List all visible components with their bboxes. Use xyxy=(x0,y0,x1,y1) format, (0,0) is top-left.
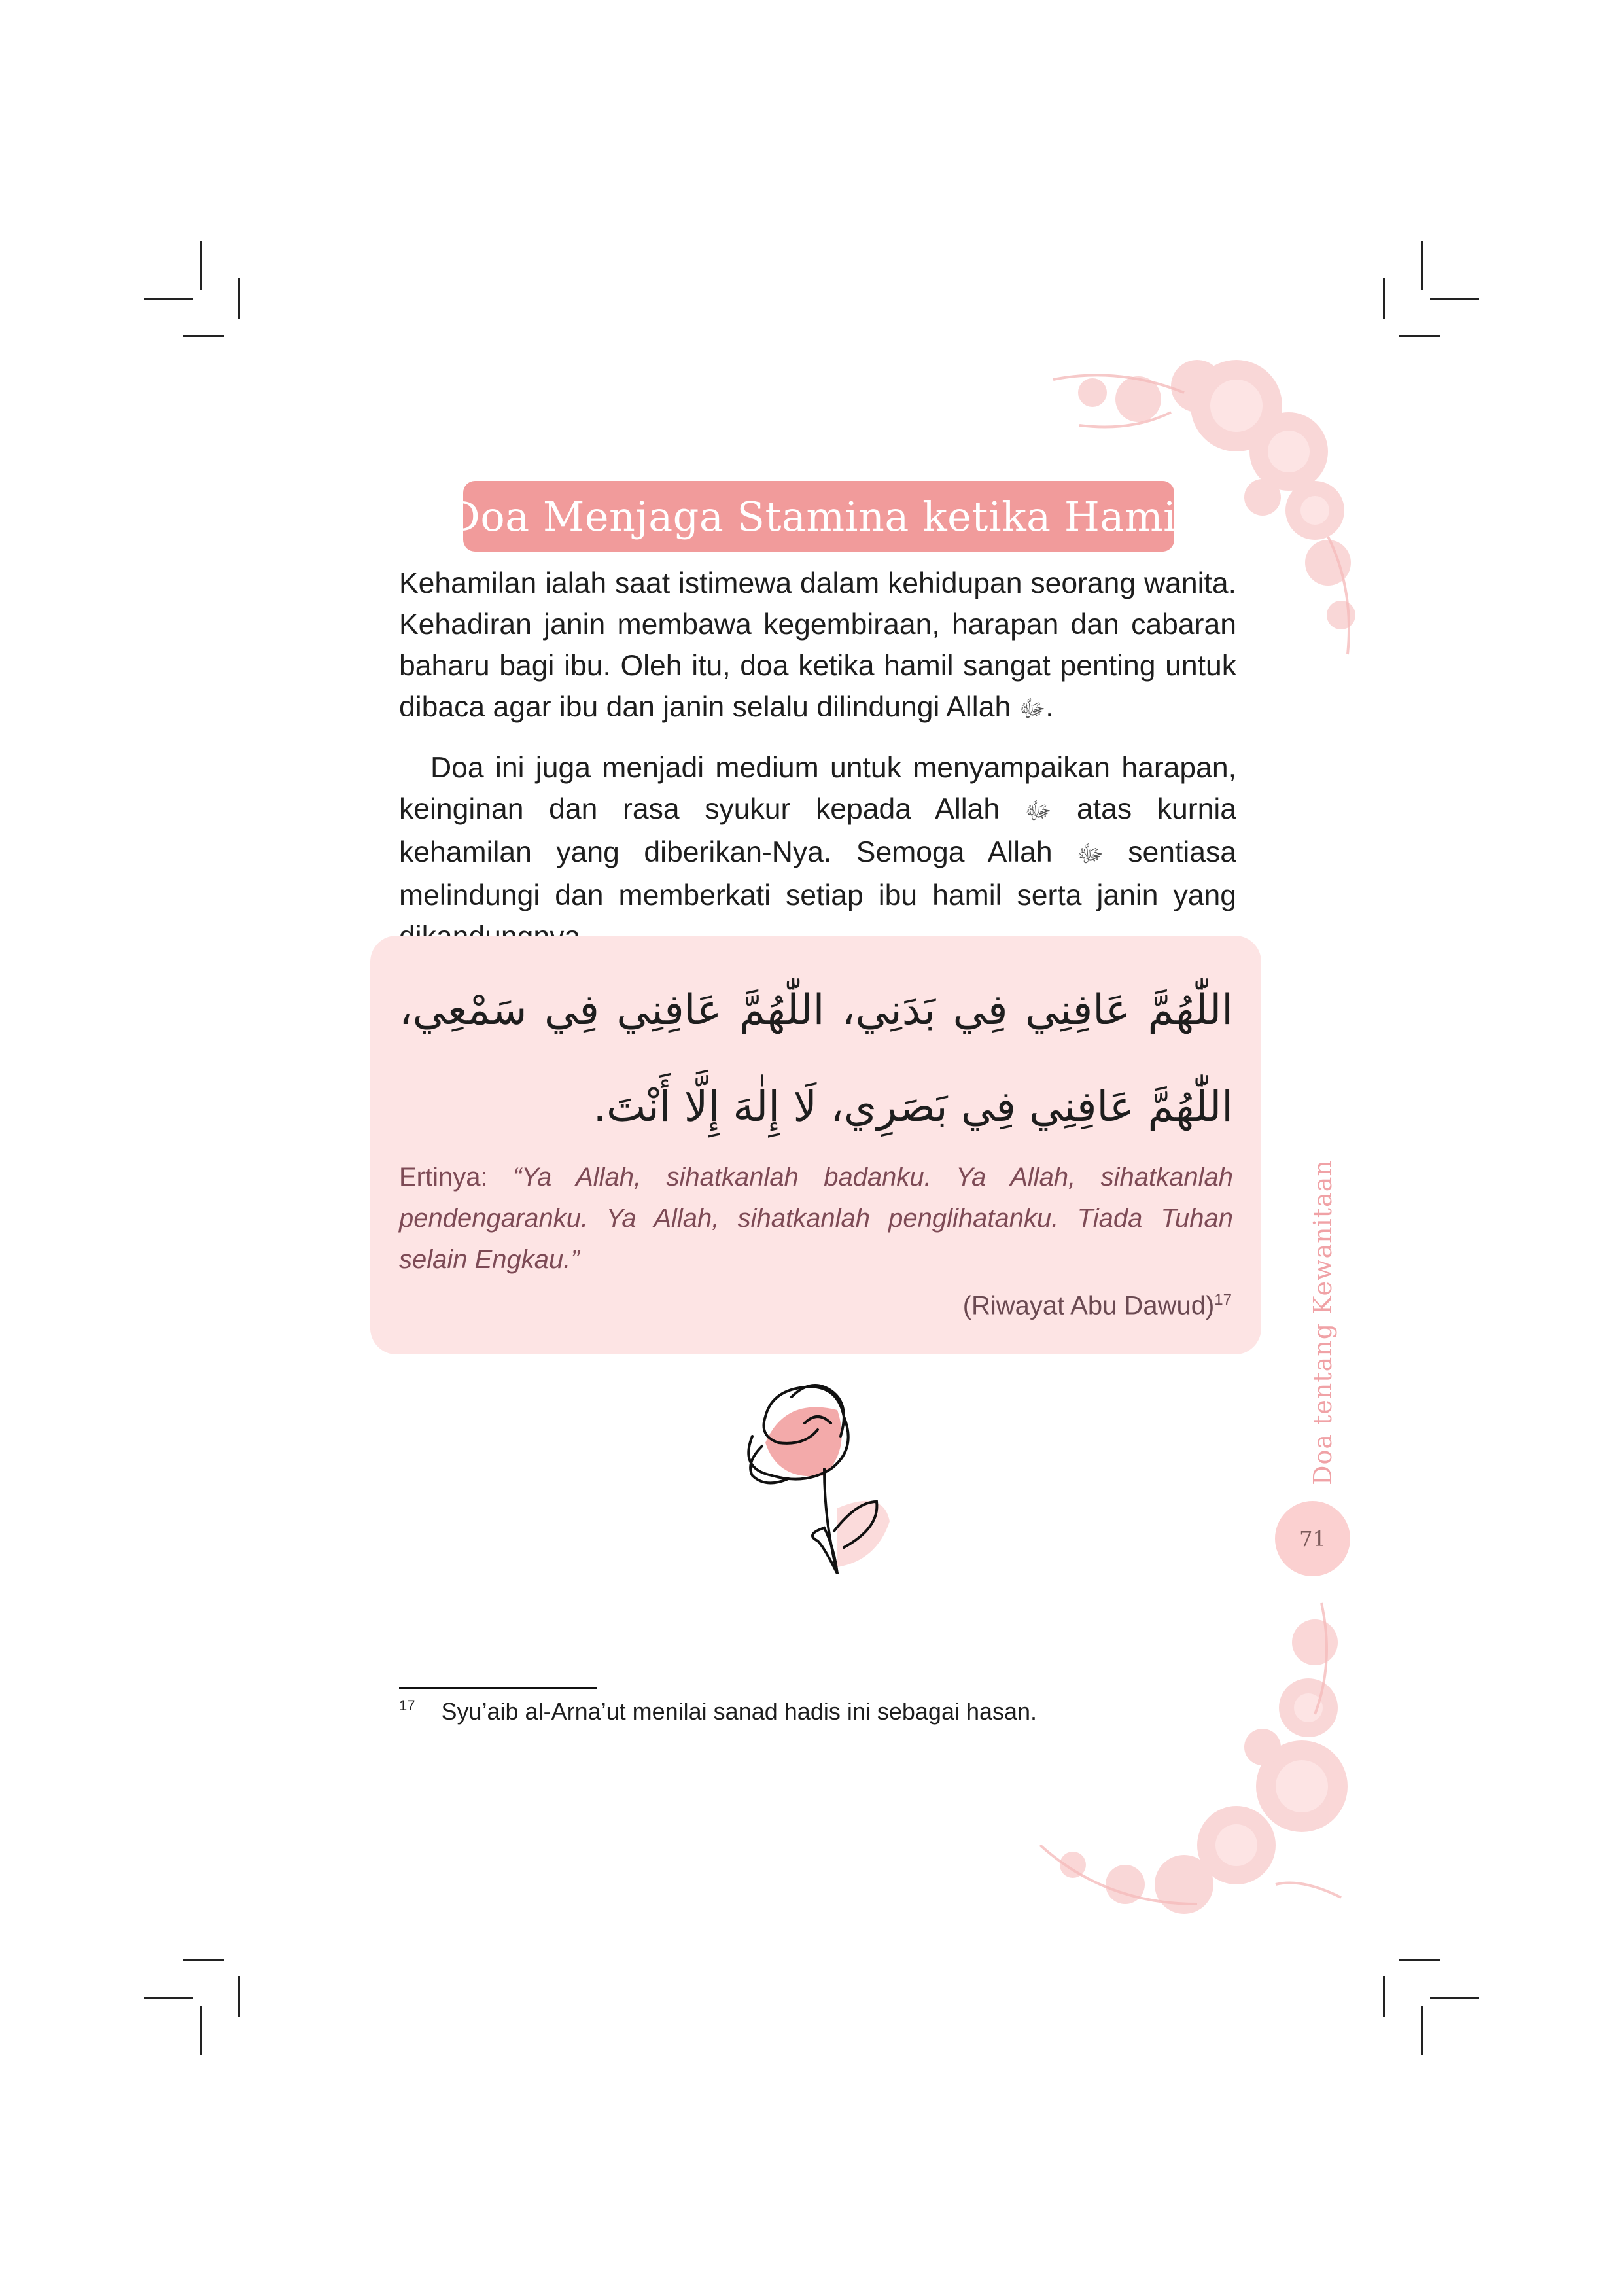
crop-mark-tr-h1 xyxy=(1430,298,1479,300)
crop-mark-tr-v2 xyxy=(1383,278,1385,319)
page-number: 71 xyxy=(1275,1501,1350,1576)
crop-mark-br-v2 xyxy=(1421,2006,1423,2055)
swt-symbol-icon: ﷻ xyxy=(1019,696,1046,722)
crop-mark-tl-h2 xyxy=(183,335,224,337)
crop-mark-tr-v1 xyxy=(1421,241,1423,290)
intro-paragraph-2 xyxy=(399,747,1236,957)
swt-symbol-icon: ﷻ xyxy=(1024,798,1052,824)
flower-line-art-icon xyxy=(726,1371,896,1574)
dua-arabic-text: اللّٰهُمَّ عَافِنِي فِي بَدَنِي، اللّٰهُمَّ عَافِنِي فِي سَمْعِي، اللّٰهُمَّ عَافِنِي فِي بَصَرِي، لَا إِلٰهَ إِلَّا أَنْتَ. xyxy=(399,986,1233,1131)
crop-mark-tr-h2 xyxy=(1399,335,1440,337)
paragraph-text: Kehamilan ialah saat istimewa dalam kehidupan seorang wanita. Kehadiran janin membawa kegembiraan, harapan dan cabaran baharu bagi ibu. Oleh itu, doa ketika hamil sangat penting untuk dibaca agar ibu dan janin selalu dilindungi Allah xyxy=(399,567,1236,723)
footnote xyxy=(399,1697,1037,1725)
paragraph-text: sentiasa melindungi dan memberkati setiap ibu hamil serta janin yang xyxy=(399,836,1237,911)
source-text: (Riwayat Abu Dawud) xyxy=(962,1291,1215,1320)
running-title: Doa tentang Kewanitaan xyxy=(1308,1159,1337,1485)
crop-mark-tl-v2 xyxy=(238,278,240,319)
section-title-banner xyxy=(447,481,1190,552)
crop-mark-bl-v2 xyxy=(200,2006,202,2055)
intro-paragraph-1 xyxy=(399,563,1236,730)
crop-mark-br-v1 xyxy=(1383,1976,1385,2017)
paragraph-text: Doa ini juga menjadi medium untuk menyampaikan harapan, keinginan dan rasa syukur kepada Allah xyxy=(399,752,1236,825)
crop-mark-tl-v1 xyxy=(200,241,202,290)
footnote-number: 17 xyxy=(399,1697,415,1714)
dua-translation xyxy=(399,1157,1233,1280)
footnote-ref: 17 xyxy=(1214,1291,1232,1309)
translation-label: Ertinya: xyxy=(399,1163,488,1192)
paragraph-text: atas kurnia kehamilan yang diberikan-Nya. Semoga Allah xyxy=(399,793,1236,868)
crop-mark-bl-v1 xyxy=(238,1976,240,2017)
floral-decoration-bottom xyxy=(1027,1597,1380,1937)
crop-mark-bl-h2 xyxy=(144,1997,193,1999)
footnote-text: Syu’aib al-Arna’ut menilai sanad hadis ini sebagai hasan. xyxy=(441,1698,1038,1725)
hadith-source xyxy=(963,1291,1232,1320)
swt-symbol-icon: ﷻ xyxy=(1077,841,1104,868)
translation-text: “Ya Allah, sihatkanlah badanku. Ya Allah, sihatkanlah pendengaranku. Ya Allah, sihatkanlah penglihatanku. Tiada Tuhan selain Engkau.” xyxy=(399,1163,1233,1274)
section-title: Doa Menjaga Stamina ketika Hamil xyxy=(447,492,1190,540)
crop-mark-bl-h1 xyxy=(183,1959,224,1961)
crop-mark-br-h2 xyxy=(1430,1997,1479,1999)
paragraph-text: . xyxy=(1045,691,1054,723)
crop-mark-tl-h1 xyxy=(144,298,193,300)
footnote-divider xyxy=(399,1687,597,1689)
crop-mark-br-h1 xyxy=(1399,1959,1440,1961)
